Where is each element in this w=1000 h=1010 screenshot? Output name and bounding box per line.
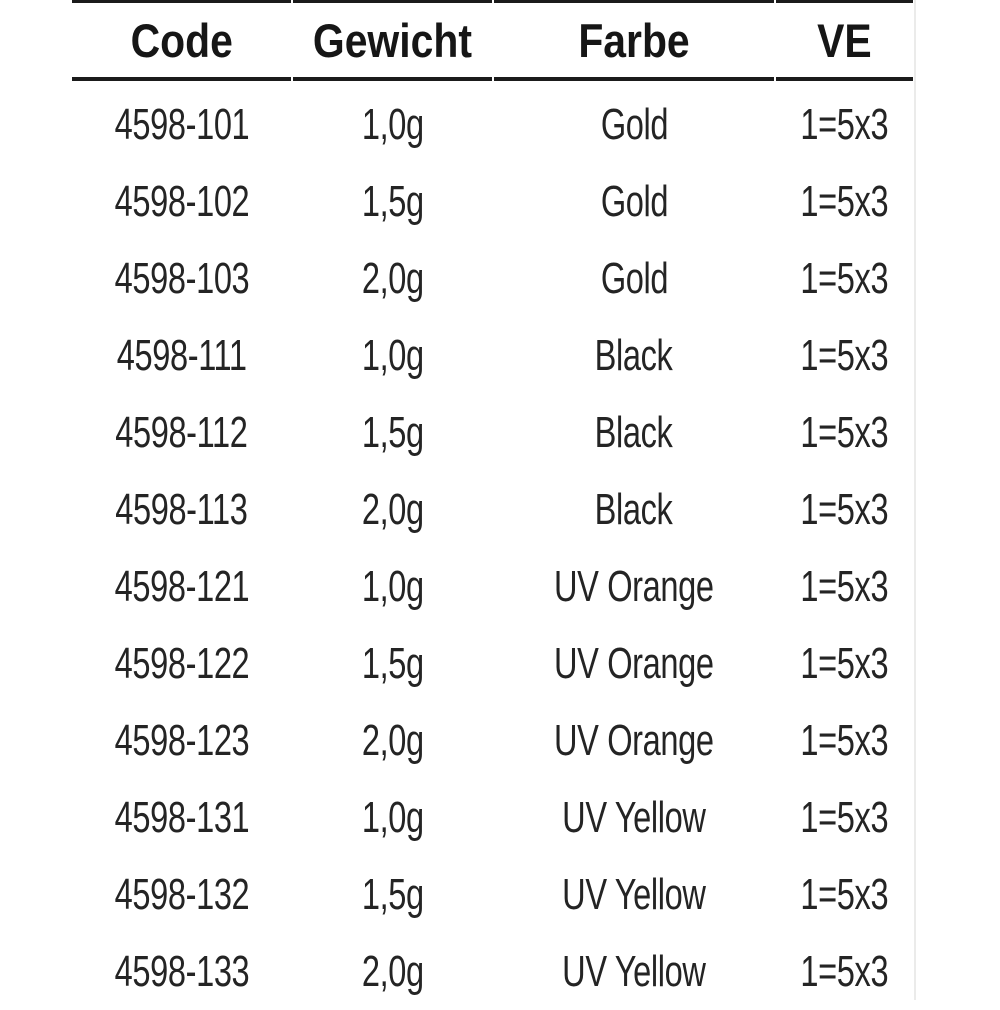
cell-text-farbe: Black [595,330,673,380]
table-row [72,86,913,163]
cell-text-code: 4598-122 [114,638,249,688]
cell-text-farbe: Black [595,484,673,534]
cell-text-farbe: Gold [600,176,668,226]
cell-text-ve: 1=5x3 [800,638,889,688]
cell-ve [776,856,913,933]
header-cell-ve [776,0,913,81]
cell-gewicht [293,240,492,317]
table-row [72,394,913,471]
cell-code [72,163,291,240]
table-row [72,240,913,317]
cell-gewicht [293,394,492,471]
table-body [72,86,913,1010]
cell-gewicht [293,856,492,933]
cell-code [72,86,291,163]
table-header-row [72,0,913,81]
cell-text-code: 4598-132 [114,869,249,919]
table-row [72,702,913,779]
cell-gewicht [293,702,492,779]
cell-farbe [494,471,774,548]
header-label-farbe: Farbe [578,13,690,67]
right-edge-line [914,0,916,1000]
cell-code [72,933,291,1010]
cell-gewicht [293,471,492,548]
cell-text-gewicht: 1,0g [361,561,424,611]
cell-text-code: 4598-111 [116,330,247,380]
cell-text-code: 4598-113 [115,484,248,534]
cell-text-ve: 1=5x3 [800,561,889,611]
cell-text-ve: 1=5x3 [800,869,889,919]
header-label-code: Code [130,13,233,67]
table-row [72,548,913,625]
cell-text-farbe: Gold [600,99,668,149]
cell-code [72,856,291,933]
cell-text-farbe: UV Yellow [562,946,706,996]
cell-farbe [494,625,774,702]
cell-text-gewicht: 1,5g [361,869,424,919]
cell-text-ve: 1=5x3 [800,407,889,457]
cell-farbe [494,394,774,471]
cell-text-gewicht: 1,0g [361,792,424,842]
cell-farbe [494,933,774,1010]
header-cell-farbe [494,0,774,81]
cell-text-code: 4598-133 [114,946,249,996]
cell-text-gewicht: 1,5g [361,638,424,688]
table-row [72,856,913,933]
cell-text-farbe: UV Yellow [562,869,706,919]
cell-code [72,548,291,625]
cell-farbe [494,779,774,856]
table-row [72,163,913,240]
cell-ve [776,702,913,779]
cell-ve [776,625,913,702]
cell-code [72,240,291,317]
cell-text-ve: 1=5x3 [800,176,889,226]
cell-farbe [494,702,774,779]
table-row [72,625,913,702]
cell-text-gewicht: 1,5g [361,407,424,457]
cell-text-gewicht: 2,0g [361,253,424,303]
cell-ve [776,86,913,163]
header-label-ve: VE [817,13,872,67]
cell-gewicht [293,548,492,625]
cell-ve [776,548,913,625]
cell-ve [776,317,913,394]
cell-text-ve: 1=5x3 [800,946,889,996]
cell-text-farbe: UV Orange [554,638,714,688]
cell-text-gewicht: 2,0g [361,946,424,996]
cell-ve [776,933,913,1010]
table-row [72,317,913,394]
cell-gewicht [293,317,492,394]
cell-gewicht [293,625,492,702]
cell-farbe [494,86,774,163]
cell-ve [776,779,913,856]
cell-farbe [494,317,774,394]
header-cell-code [72,0,291,81]
cell-ve [776,471,913,548]
table-row [72,933,913,1010]
cell-text-farbe: UV Yellow [562,792,706,842]
cell-text-farbe: UV Orange [554,561,714,611]
cell-ve [776,394,913,471]
cell-code [72,394,291,471]
cell-text-ve: 1=5x3 [800,99,889,149]
cell-text-gewicht: 2,0g [361,715,424,765]
cell-text-farbe: UV Orange [554,715,714,765]
cell-code [72,702,291,779]
cell-text-gewicht: 1,0g [361,99,424,149]
cell-text-gewicht: 2,0g [361,484,424,534]
cell-farbe [494,163,774,240]
cell-code [72,625,291,702]
cell-gewicht [293,933,492,1010]
cell-gewicht [293,779,492,856]
cell-text-code: 4598-103 [114,253,249,303]
cell-text-code: 4598-102 [114,176,249,226]
cell-text-ve: 1=5x3 [800,253,889,303]
cell-text-ve: 1=5x3 [800,792,889,842]
table-row [72,779,913,856]
table-row [72,471,913,548]
cell-text-code: 4598-121 [114,561,249,611]
cell-text-code: 4598-112 [115,407,248,457]
cell-farbe [494,548,774,625]
cell-code [72,779,291,856]
cell-ve [776,240,913,317]
cell-code [72,317,291,394]
cell-text-ve: 1=5x3 [800,330,889,380]
cell-text-farbe: Black [595,407,673,457]
cell-text-code: 4598-101 [114,99,249,149]
cell-text-ve: 1=5x3 [800,715,889,765]
cell-text-code: 4598-131 [114,792,249,842]
header-cell-gewicht [293,0,492,81]
cell-ve [776,163,913,240]
cell-text-ve: 1=5x3 [800,484,889,534]
cell-text-farbe: Gold [600,253,668,303]
cell-text-gewicht: 1,5g [361,176,424,226]
cell-gewicht [293,86,492,163]
header-label-gewicht: Gewicht [312,13,473,67]
cell-gewicht [293,163,492,240]
product-table [72,0,913,1010]
cell-farbe [494,856,774,933]
cell-code [72,471,291,548]
cell-farbe [494,240,774,317]
cell-text-code: 4598-123 [114,715,249,765]
cell-text-gewicht: 1,0g [361,330,424,380]
